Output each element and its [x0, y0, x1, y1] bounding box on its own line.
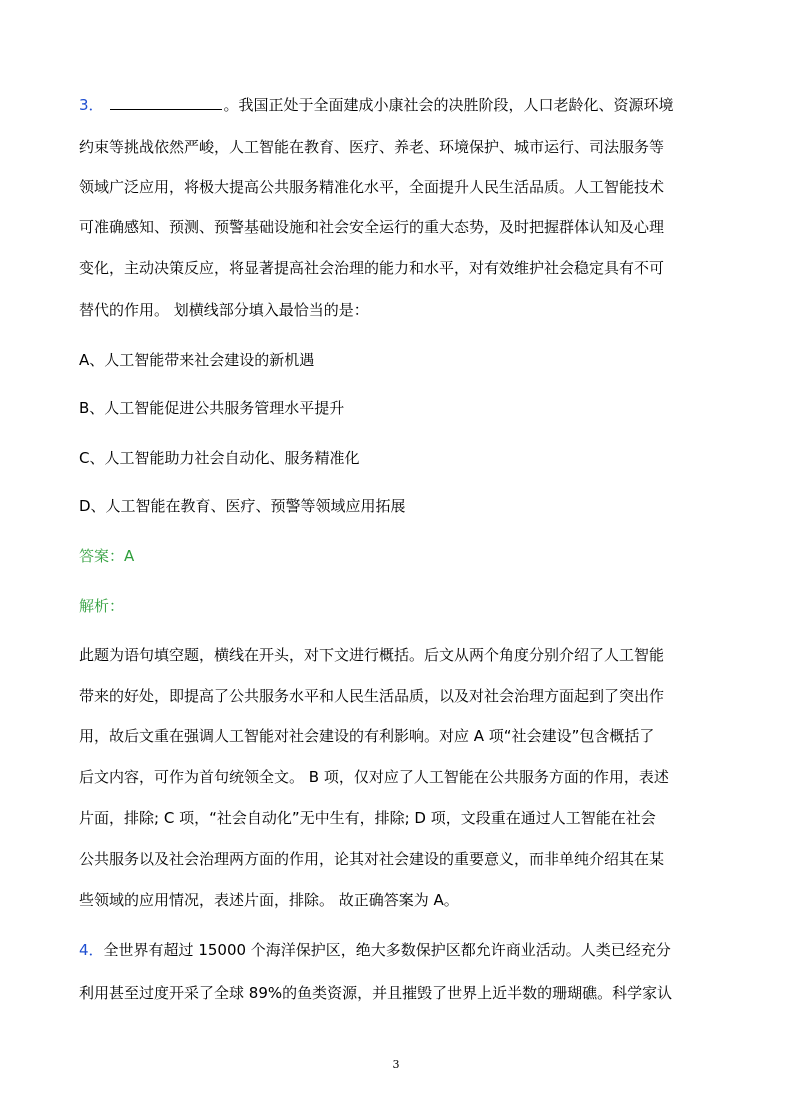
page-number: 3 [392, 1058, 400, 1071]
question-3-first-line [79, 95, 674, 115]
analysis-label: 解析： [79, 597, 125, 615]
question-3-line: 领域广泛应用，将极大提高公共服务精准化水平，全面提升人民生活品质。人工智能技术 [79, 178, 665, 196]
analysis-line: 后文内容，可作为首句统领全文。 B 项，仅对应了人工智能在公共服务方面的作用，表述 [79, 768, 669, 786]
analysis-line: 公共服务以及社会治理两方面的作用，论其对社会建设的重要意义，而非单纯介绍其在某 [79, 850, 665, 868]
question-4-line: 利用甚至过度开采了全球 89%的鱼类资源，并且摧毁了世界上近半数的珊瑚礁。科学家认 [79, 984, 673, 1002]
option-a: A、人工智能带来社会建设的新机遇 [79, 351, 315, 369]
option-d: D、人工智能在教育、医疗、预警等领域应用拓展 [79, 497, 406, 515]
question-4-text-start: 全世界有超过 15000 个海洋保护区，绝大多数保护区都允许商业活动。人类已经充分 [103, 941, 671, 959]
question-3-line: 可准确感知、预测、预警基础设施和社会安全运行的重大态势，及时把握群体认知及心理 [79, 218, 665, 236]
analysis-line: 用，故后文重在强调人工智能对社会建设的有利影响。对应 A 项“社会建设”包含概括了 [79, 727, 655, 745]
answer-value: A [124, 547, 135, 565]
answer-line [79, 546, 134, 566]
question-3-line: 约束等挑战依然严峻，人工智能在教育、医疗、养老、环境保护、城市运行、司法服务等 [79, 138, 665, 156]
question-3-line: 变化，主动决策反应，将显著提高社会治理的能力和水平，对有效维护社会稳定具有不可 [79, 259, 665, 277]
analysis-line: 此题为语句填空题，横线在开头，对下文进行概括。后文从两个角度分别介绍了人工智能 [79, 646, 665, 664]
question-3-line: 替代的作用。 划横线部分填入最恰当的是： [79, 301, 369, 319]
option-b: B、人工智能促进公共服务管理水平提升 [79, 399, 345, 417]
question-3-number: 3． [79, 96, 104, 114]
fill-in-blank-line [110, 95, 222, 110]
question-4-number: 4． [79, 941, 104, 959]
answer-label: 答案： [79, 547, 125, 565]
question-3-text-start: 。我国正处于全面建成小康社会的决胜阶段，人口老龄化、资源环境 [223, 96, 674, 114]
question-4-first-line [79, 940, 671, 960]
analysis-line: 片面，排除; C 项，“社会自动化”无中生有，排除; D 项，文段重在通过人工智能在社会 [79, 809, 656, 827]
analysis-line: 带来的好处，即提高了公共服务水平和人民生活品质，以及对社会治理方面起到了突出作 [79, 687, 665, 705]
analysis-line: 些领域的应用情况，表述片面，排除。 故正确答案为 A。 [79, 891, 459, 909]
option-c: C、人工智能助力社会自动化、服务精准化 [79, 449, 360, 467]
